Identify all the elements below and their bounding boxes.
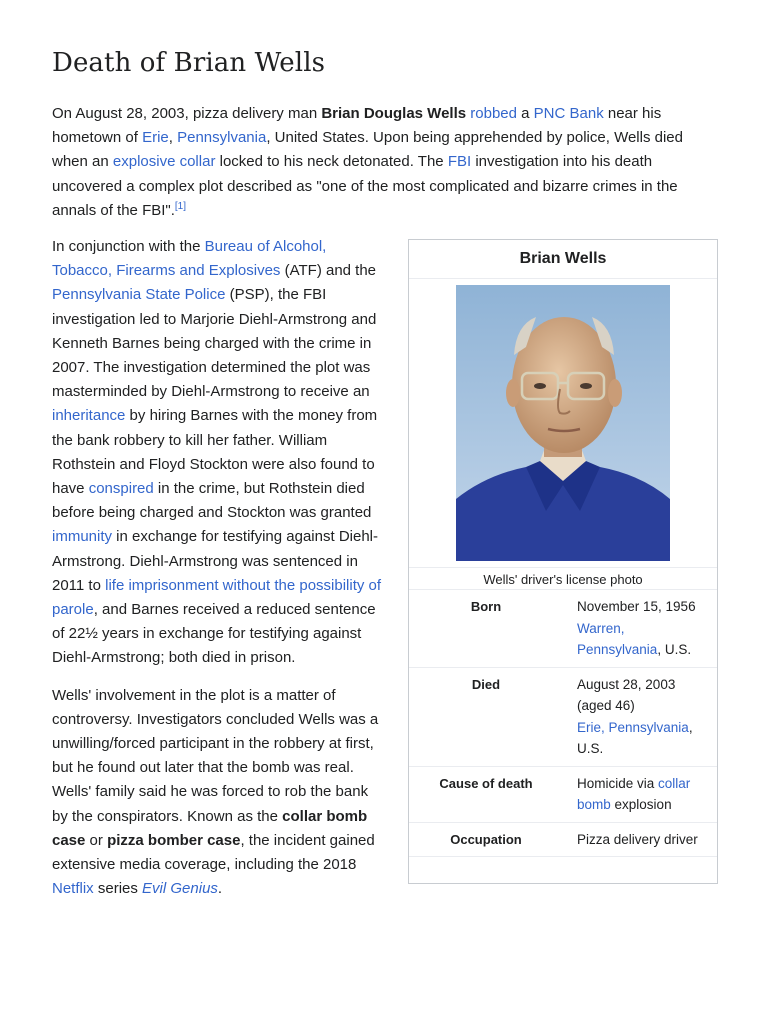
infobox-title: Brian Wells (409, 240, 717, 279)
link-inheritance[interactable]: inheritance (52, 407, 126, 425)
died-label: Died (409, 667, 563, 766)
infobox-row-spacer (409, 857, 717, 884)
text: , U.S. (657, 642, 692, 658)
text: Homicide via (577, 775, 659, 791)
text: , the incident gained extensive media coverage, including the 2018 (52, 831, 375, 874)
infobox-image-caption: Wells' driver's license photo (483, 572, 643, 588)
text: by hiring Barnes with the money from the bank robbery to kill her father. William Rothstein and Floyd Stockton were also found to have (52, 407, 378, 498)
text: near his hometown of (52, 105, 662, 147)
page-title: Death of Brian Wells (52, 48, 326, 78)
link-atf[interactable]: Bureau of Alcohol, Tobacco, Firearms and Explosives (52, 238, 327, 280)
text: in the crime, but Rothstein died before being charged and Stockton was granted (52, 480, 372, 522)
died-value (563, 667, 717, 766)
link-pnc-bank[interactable]: PNC Bank (533, 105, 604, 122)
occupation-value: Pizza delivery driver (563, 822, 717, 857)
text: in exchange for testifying against Diehl-Armstrong. Diehl-Armstrong was sentenced in 2011 to (52, 528, 378, 594)
occupation-label: Occupation (409, 822, 563, 857)
text: , United States. Upon being apprehended by police, Wells died when an (52, 129, 683, 171)
text: locked to his neck detonated. The (215, 153, 448, 171)
link-erie[interactable]: Erie (142, 129, 169, 147)
link-pennsylvania-state-police[interactable]: Pennsylvania State Police (52, 286, 226, 304)
text: investigation into his death uncovered a complex plot described as "one of the most complicated and bizarre crimes in the annals of the FBI". (52, 153, 678, 219)
link-erie-pennsylvania[interactable]: Erie, Pennsylvania (577, 719, 689, 735)
reference-1[interactable]: [1] (174, 200, 187, 212)
infobox (408, 239, 718, 884)
link-netflix[interactable]: Netflix (52, 880, 94, 898)
article (52, 48, 718, 915)
text: (PSP), the FBI investigation led to Marjorie Diehl-Armstrong and Kenneth Barnes being charged with the crime in 2007. The investigation determined the plot was masterminded by Diehl-Armstrong to receive an (52, 286, 377, 401)
link-conspired[interactable]: conspired (88, 480, 154, 498)
born-label: Born (409, 590, 563, 668)
cause-value (563, 766, 717, 822)
link-robbed[interactable]: robbed (470, 105, 517, 122)
infobox-image-section (409, 279, 717, 568)
link-immunity[interactable]: immunity (52, 528, 113, 546)
bold-pizza-bomber-case: pizza bomber case (107, 831, 241, 849)
text: (ATF) and the (280, 262, 377, 280)
evil-genius-title: Evil Genius (142, 880, 218, 898)
infobox-row-cause (409, 766, 717, 822)
intro-paragraph (52, 102, 718, 223)
bold-subject-name: Brian Douglas Wells (321, 105, 467, 122)
text: On August 28, 2003, pizza delivery man (52, 105, 322, 122)
text: , (168, 129, 178, 147)
text: explosion (610, 797, 672, 813)
born-date: November 15, 1956 (577, 599, 696, 615)
infobox-row-occupation (409, 822, 717, 857)
bold-collar-bomb-case: collar bomb case (52, 807, 368, 849)
text: Wells' involvement in the plot is a matter of controversy. Investigators concluded Wells was a unwilling/forced participant in the robbery at first, but he found out later that the bomb was real. Wells' family said he was forced to rob the bank by the conspirators. Known as the (52, 686, 379, 825)
text: series (93, 880, 143, 898)
cause-label: Cause of death (409, 766, 563, 822)
died-date: August 28, 2003 (577, 676, 676, 692)
link-life-imprisonment[interactable]: life imprisonment without the possibility of parole (52, 576, 382, 619)
died-age: (aged 46) (577, 698, 635, 714)
text: , U.S. (577, 719, 693, 757)
text: In conjunction with the (52, 238, 205, 256)
born-value (563, 590, 717, 668)
portrait-photo[interactable] (456, 285, 670, 561)
text: , and Barnes received a reduced sentence of 22½ years in exchange for testifying against Diehl-Armstrong; both died in prison. (52, 601, 376, 667)
link-explosive-collar[interactable]: explosive collar (112, 153, 216, 171)
text: . (217, 880, 223, 898)
link-collar-bomb[interactable]: collar bomb (577, 775, 691, 813)
infobox-table (409, 589, 717, 883)
text: a (516, 105, 534, 122)
link-fbi[interactable]: FBI (447, 153, 472, 171)
link-pennsylvania[interactable]: Pennsylvania (177, 129, 267, 147)
infobox-spacer (409, 857, 717, 884)
text: or (85, 831, 108, 849)
link-evil-genius[interactable] (142, 880, 218, 897)
link-warren-pennsylvania[interactable]: Warren, Pennsylvania (577, 620, 658, 658)
infobox-row-died (409, 667, 717, 766)
infobox-row-born (409, 590, 717, 668)
